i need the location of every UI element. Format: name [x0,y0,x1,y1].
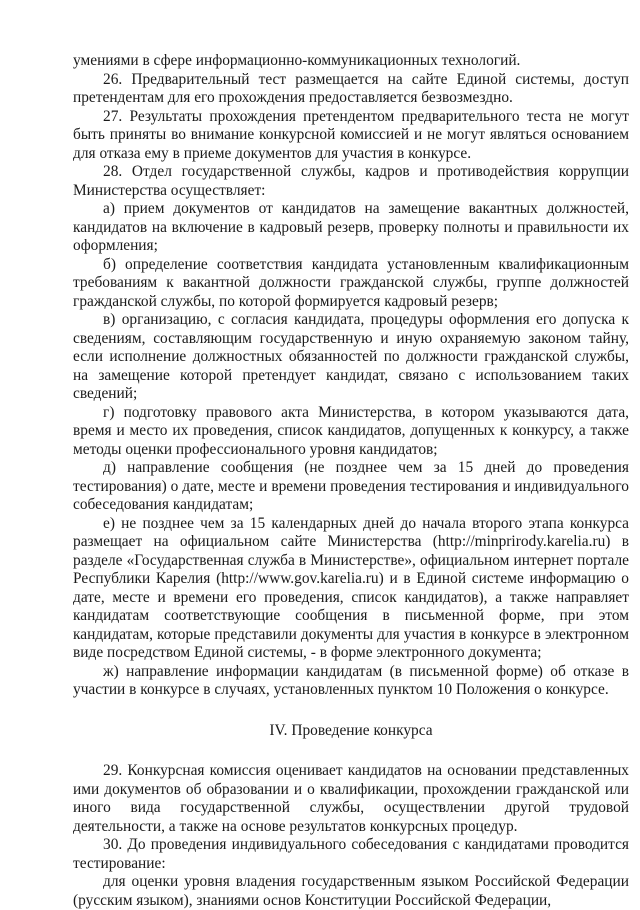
paragraph-27: 27. Результаты прохождения претендентом предварительного теста не могут быть приняты во внимание конкурсной комиссией и не могут являться основанием для отказа ему в приеме документов для участия в конкурсе. [73,107,629,162]
list-item-b: б) определение соответствия кандидата установленным квалификационным требованиям к вакантной должности гражданской службы, группе должностей гражданской службы, по которой формируется кадровый резерв; [73,255,629,310]
paragraph-continuation: умениями в сфере информационно-коммуникационных технологий. [73,52,521,69]
paragraph-30: 30. До проведения индивидуального собеседования с кандидатами проводится тестирование: [73,836,629,872]
list-item-d: д) направление сообщения (не позднее чем за 15 дней до проведения тестирования) о дате, месте и времени проведения тестирования и индивидуального собеседования кандидатам; [73,459,629,513]
list-item-g: г) подготовку правового акта Министерства, в котором указываются дата, время и место их проведения, список кандидатов, допущенных к конкурсу, а также методы оценки профессионального уровня кандидатов; [73,403,629,458]
list-item-v: в) организацию, с согласия кандидата, процедуры оформления его допуска к сведениям, составляющим государственную и иную охраняемую законом тайну, если исполнение должностных обязанностей по должности гражданской службы, на замещение которой претендует кандидат, связано с использованием таких сведений; [73,311,629,402]
paragraph-28: 28. Отдел государственной службы, кадров и противодействия коррупции Министерства осуществляет: [73,163,629,199]
paragraph-26: 26. Предварительный тест размещается на сайте Единой системы, доступ претендентам для его прохождения предоставляется безвозмездно. [73,70,629,106]
list-item-zh: ж) направление информации кандидатам (в письменной форме) об отказе в участии в конкурсе в случаях, установленных пунктом 10 Положения о конкурсе. [73,662,629,698]
paragraph-30-continuation: для оценки уровня владения государственным языком Российской Федерации (русским языком), знаниями основ Конституции Российской Федерации, [73,873,629,909]
paragraph-29: 29. Конкурсная комиссия оценивает кандидатов на основании представленных ими документов об образовании и о квалификации, прохождении гражданской или иного вида государственной службы, осуществлении другой трудовой деятельности, а также на основе результатов конкурсных процедур. [73,762,629,835]
list-item-a: а) прием документов от кандидатов на замещение вакантных должностей, кандидатов на включение в кадровый резерв, проверку полноты и правильности их оформления; [73,200,629,254]
document-body [73,52,629,910]
list-item-e: е) не позднее чем за 15 календарных дней до начала второго этапа конкурса размещает на официальном сайте Министерства (http://minprirody.karelia.ru) в разделе «Государственная служба в Министерстве», официальном интернет портале Республики Карелия (http://www.gov.karelia.ru) и в Единой системе информацию о дате, месте и времени его проведения, список кандидатов), а также направляет кандидатам соответствующие сообщения в письменной форме, при этом кандидатам, которые представили документы для участия в конкурсе в электронном виде посредством Единой системы, - в форме электронного документа; [73,514,629,661]
section-heading: IV. Проведение конкурса [269,721,433,739]
